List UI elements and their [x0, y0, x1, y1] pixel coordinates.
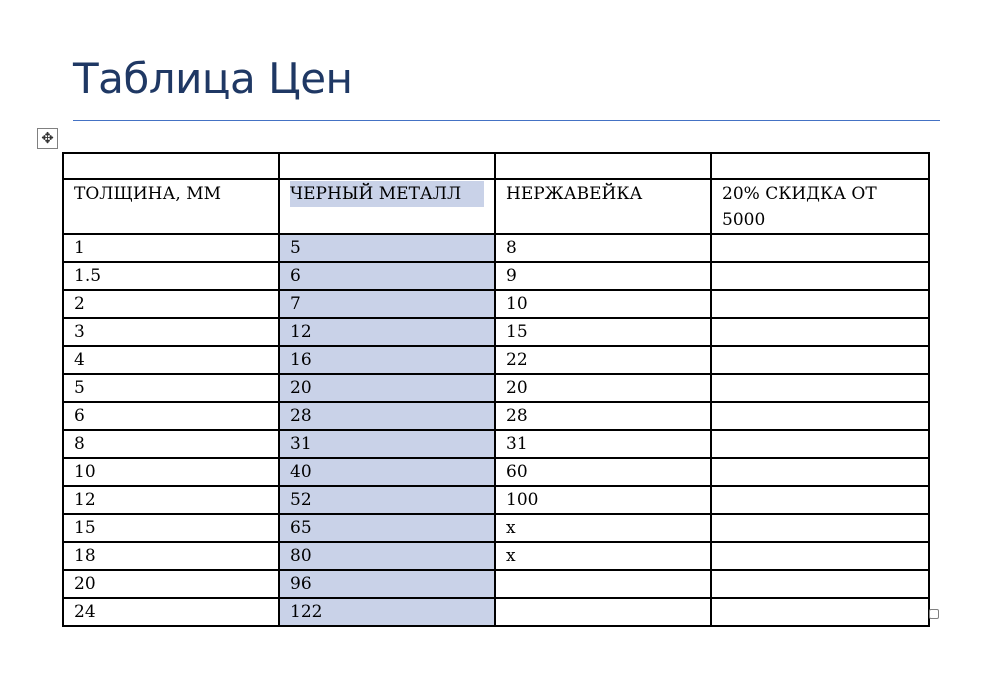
table-cell[interactable]: 10	[495, 290, 711, 318]
table-cell[interactable]	[711, 430, 929, 458]
table-row-empty	[63, 153, 929, 179]
table-move-icon[interactable]: ✥	[37, 128, 58, 149]
table-cell[interactable]	[711, 598, 929, 626]
table-cell[interactable]: 2	[63, 290, 279, 318]
table-cell[interactable]: 15	[63, 514, 279, 542]
table-cell[interactable]: 5	[63, 374, 279, 402]
table-cell[interactable]: 1	[63, 234, 279, 262]
header-black-metal[interactable]	[279, 179, 495, 234]
table-cell[interactable]: 6	[63, 402, 279, 430]
table-cell[interactable]: 20	[279, 374, 495, 402]
page-title: Таблица Цен	[73, 54, 353, 103]
table-row	[63, 486, 929, 514]
table-row	[63, 570, 929, 598]
table-cell[interactable]	[711, 262, 929, 290]
table-row	[63, 318, 929, 346]
table-cell[interactable]: 24	[63, 598, 279, 626]
table-cell[interactable]: 40	[279, 458, 495, 486]
table-cell[interactable]: 12	[279, 318, 495, 346]
header-thickness[interactable]: ТОЛЩИНА, ММ	[63, 179, 279, 234]
table-cell[interactable]	[711, 234, 929, 262]
table-cell[interactable]: 15	[495, 318, 711, 346]
table-cell[interactable]	[711, 318, 929, 346]
table-cell[interactable]: 31	[495, 430, 711, 458]
table-cell[interactable]	[495, 598, 711, 626]
table-row	[63, 262, 929, 290]
table-cell[interactable]	[711, 402, 929, 430]
table-cell[interactable]: 16	[279, 346, 495, 374]
table-cell[interactable]	[711, 290, 929, 318]
table-cell[interactable]: 12	[63, 486, 279, 514]
table-cell[interactable]: 80	[279, 542, 495, 570]
table-cell[interactable]: 96	[279, 570, 495, 598]
table-row	[63, 402, 929, 430]
table-row	[63, 542, 929, 570]
table-row	[63, 290, 929, 318]
table-row	[63, 374, 929, 402]
table-cell[interactable]: 122	[279, 598, 495, 626]
table-cell[interactable]	[711, 514, 929, 542]
table-cell[interactable]	[711, 153, 929, 179]
table-cell[interactable]: 4	[63, 346, 279, 374]
table-cell[interactable]: 18	[63, 542, 279, 570]
table-cell[interactable]: 31	[279, 430, 495, 458]
table-cell[interactable]: 10	[63, 458, 279, 486]
table-row	[63, 514, 929, 542]
table-cell[interactable]: 52	[279, 486, 495, 514]
table-cell[interactable]: 60	[495, 458, 711, 486]
table-cell[interactable]	[711, 346, 929, 374]
table-cell[interactable]	[495, 153, 711, 179]
table-cell[interactable]	[711, 486, 929, 514]
header-discount[interactable]: 20% СКИДКА ОТ 5000	[711, 179, 929, 234]
table-cell[interactable]	[711, 374, 929, 402]
table-cell[interactable]: 100	[495, 486, 711, 514]
table-cell[interactable]: 9	[495, 262, 711, 290]
table-row	[63, 598, 929, 626]
table-cell[interactable]: 28	[279, 402, 495, 430]
table-cell[interactable]: 20	[495, 374, 711, 402]
table-cell[interactable]	[711, 570, 929, 598]
table-cell[interactable]: 8	[63, 430, 279, 458]
table-cell[interactable]: 7	[279, 290, 495, 318]
table-cell[interactable]: 1.5	[63, 262, 279, 290]
table-cell[interactable]	[711, 458, 929, 486]
table-row	[63, 346, 929, 374]
table-cell[interactable]: 65	[279, 514, 495, 542]
table-cell[interactable]	[711, 542, 929, 570]
table-cell[interactable]	[63, 153, 279, 179]
table-cell[interactable]: x	[495, 514, 711, 542]
table-cell[interactable]: 22	[495, 346, 711, 374]
header-black-metal-label: ЧЕРНЫЙ МЕТАЛЛ	[290, 181, 484, 207]
table-cell[interactable]: 28	[495, 402, 711, 430]
price-table	[62, 152, 930, 627]
table-cell[interactable]: 6	[279, 262, 495, 290]
table-cell[interactable]: 3	[63, 318, 279, 346]
table-row	[63, 430, 929, 458]
table-row	[63, 234, 929, 262]
table-cell[interactable]: 5	[279, 234, 495, 262]
title-divider	[73, 120, 940, 121]
header-stainless[interactable]: НЕРЖАВЕЙКА	[495, 179, 711, 234]
table-cell[interactable]	[495, 570, 711, 598]
table-row	[63, 458, 929, 486]
table-resize-icon[interactable]	[929, 609, 939, 619]
table-cell[interactable]: 8	[495, 234, 711, 262]
table-cell[interactable]	[279, 153, 495, 179]
table-cell[interactable]: x	[495, 542, 711, 570]
table-cell[interactable]: 20	[63, 570, 279, 598]
table-header-row	[63, 179, 929, 234]
